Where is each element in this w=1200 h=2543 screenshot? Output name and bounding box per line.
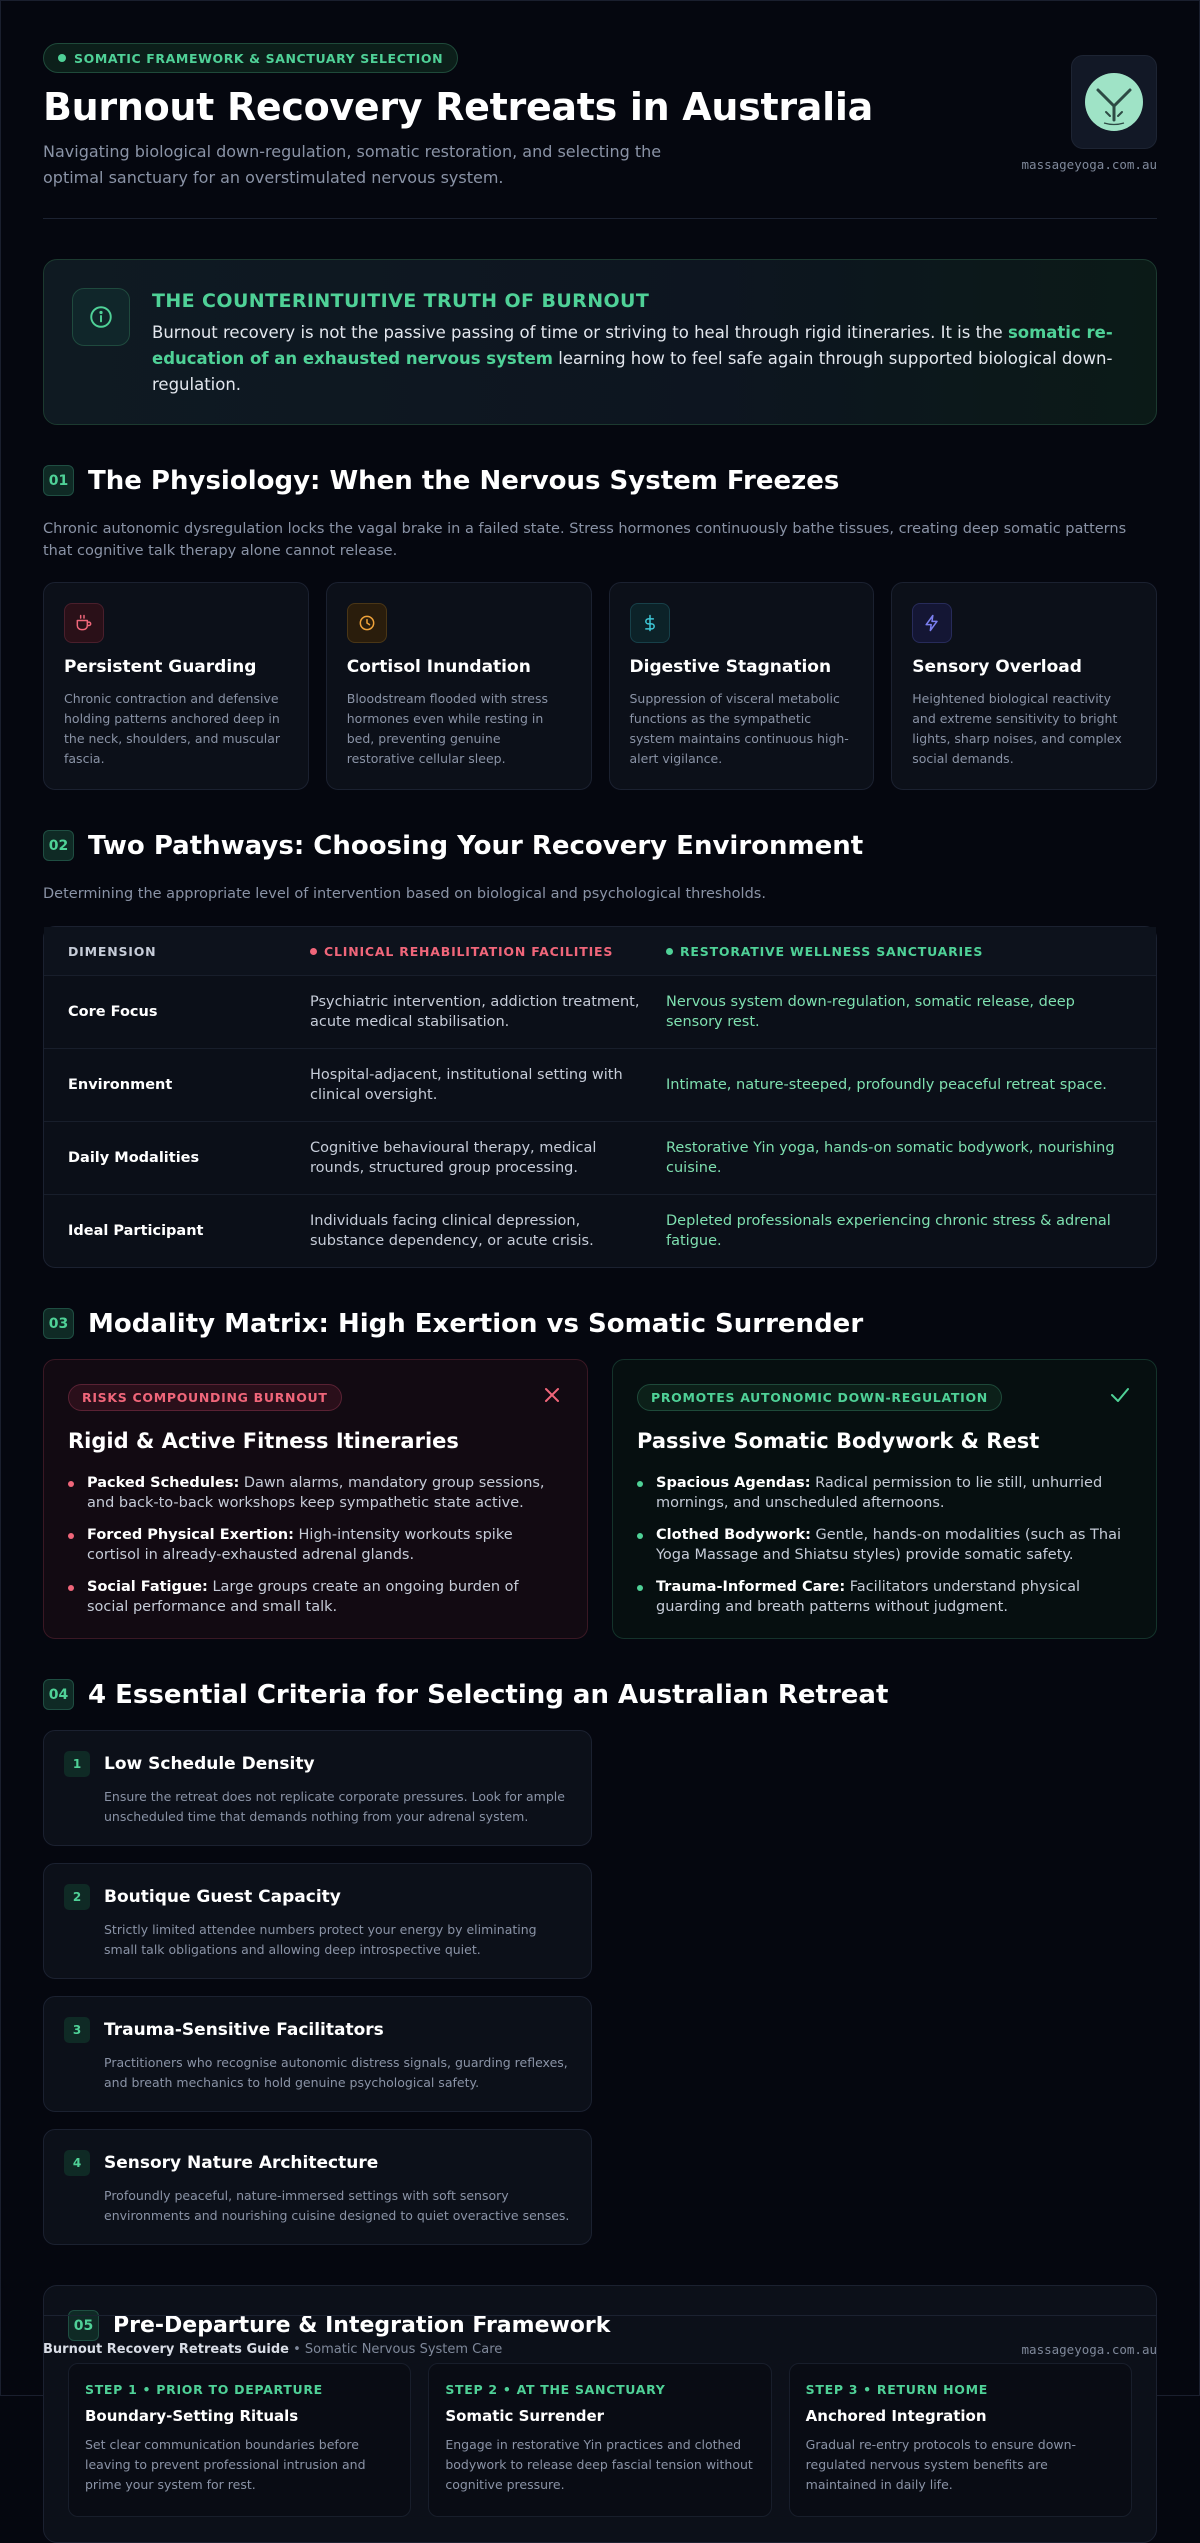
modality-title: Rigid & Active Fitness Itineraries [68, 1429, 459, 1453]
criteria-text: Profoundly peaceful, nature-immersed settings with soft sensory environments and nourishing cuisine designed to quiet overactive senses. [104, 2188, 570, 2223]
framework-badge-label: SOMATIC FRAMEWORK & SANCTUARY SELECTION [74, 50, 444, 66]
promote-badge: PROMOTES AUTONOMIC DOWN-REGULATION [637, 1384, 1002, 1411]
table-row [44, 1121, 1156, 1194]
table-row [44, 1194, 1156, 1267]
section-number: 04 [43, 1679, 74, 1710]
step-title: Somatic Surrender [445, 2407, 605, 2425]
check-icon [1110, 1386, 1130, 1404]
card-title: Persistent Guarding [64, 657, 257, 677]
criteria-heading [64, 1884, 571, 1910]
item-text: Radical permission to lie still, unhurried mornings, and unscheduled afternoons. [656, 1475, 1103, 1511]
page-title: Burnout Recovery Retreats in Australia [43, 85, 873, 129]
row-dimension: Environment [68, 1077, 173, 1093]
truth-text [152, 320, 1128, 398]
truth-body [152, 288, 1128, 424]
row-dimension: Daily Modalities [68, 1150, 200, 1166]
truth-callout [43, 259, 1157, 425]
row-dimension: Ideal Participant [68, 1223, 204, 1239]
badge-dot [58, 54, 66, 62]
item-text: Dawn alarms, mandatory group sessions, and back-to-back workshops keep sympathetic state active. [87, 1475, 545, 1511]
criteria-heading [64, 2150, 571, 2176]
criteria-grid [43, 1730, 1157, 2245]
footer-tagline: • Somatic Nervous System Care [288, 2342, 503, 2357]
item-text: High-intensity workouts spike cortisol in already-exhausted adrenal glands. [87, 1527, 513, 1563]
criteria-number: 4 [64, 2150, 90, 2176]
section-title: Modality Matrix: High Exertion vs Somatic Surrender [88, 1308, 864, 1339]
column-header-label: DIMENSION [68, 943, 157, 959]
section-title: The Physiology: When the Nervous System Freezes [88, 465, 840, 496]
step-label: STEP 3 • RETURN HOME [805, 2382, 988, 2397]
section-heading [43, 1308, 1157, 1339]
card-title: Sensory Overload [912, 657, 1082, 677]
modality-list [68, 1473, 563, 1617]
row-dimension: Core Focus [68, 1004, 158, 1020]
step-title: Anchored Integration [805, 2407, 987, 2425]
item-text: Facilitators understand physical guarding and breath patterns without judgment. [656, 1579, 1081, 1615]
page-header [43, 43, 1157, 219]
criteria-card [43, 2129, 592, 2245]
criteria-heading [64, 2017, 571, 2043]
card-text: Suppression of visceral metabolic functions as the sympathetic system maintains continuous high-alert vigilance. [629, 691, 849, 766]
step-text: Gradual re-entry protocols to ensure down-regulated nervous system benefits are maintained in daily life. [805, 2437, 1077, 2492]
card-title: Digestive Stagnation [629, 657, 832, 677]
step-label: STEP 1 • PRIOR TO DEPARTURE [85, 2382, 323, 2397]
modality-card-risk [43, 1359, 588, 1639]
row-clinical: Hospital-adjacent, institutional setting with clinical oversight. [310, 1067, 623, 1103]
step-text: Set clear communication boundaries before leaving to prevent professional intrusion and prime your system for rest. [85, 2437, 366, 2492]
section-physiology [43, 465, 1157, 790]
row-clinical: Individuals facing clinical depression, substance dependency, or acute crisis. [310, 1213, 594, 1249]
card-text: Heightened biological reactivity and extreme sensitivity to bright lights, sharp noises, and complex social demands. [912, 691, 1122, 766]
section-title: 4 Essential Criteria for Selecting an Australian Retreat [88, 1679, 889, 1710]
truth-heading: THE COUNTERINTUITIVE TRUTH OF BURNOUT [152, 290, 650, 312]
page-subtitle: Navigating biological down-regulation, somatic restoration, and selecting the optimal sanctuary for an overstimulated nervous system. [43, 142, 662, 187]
physiology-card [891, 582, 1157, 790]
table-row [44, 975, 1156, 1048]
section-criteria [43, 1679, 1157, 2245]
list-item [637, 1525, 1132, 1565]
sanctuary-dot [666, 948, 673, 955]
section-number: 03 [43, 1308, 74, 1339]
modality-matrix [43, 1359, 1157, 1639]
framework-step [68, 2363, 411, 2517]
row-clinical: Psychiatric intervention, addiction treatment, acute medical stabilisation. [310, 994, 640, 1030]
section-number: 02 [43, 830, 74, 861]
criteria-card [43, 1996, 592, 2112]
section-title: Pre-Departure & Integration Framework [113, 2313, 611, 2338]
item-bold: Spacious Agendas: [656, 1475, 811, 1491]
physiology-cards [43, 582, 1157, 790]
section-modality [43, 1308, 1157, 1639]
modality-title: Passive Somatic Bodywork & Rest [637, 1429, 1040, 1453]
logo[interactable] [1071, 55, 1157, 149]
list-item [637, 1473, 1132, 1513]
page-footer [43, 2315, 1157, 2357]
table-row [44, 1048, 1156, 1121]
item-text: Large groups create an ongoing burden of social performance and small talk. [87, 1579, 519, 1615]
card-text: Bloodstream flooded with stress hormones even while resting in bed, preventing genuine restorative cellular sleep. [346, 691, 548, 766]
list-item [637, 1577, 1132, 1617]
section-heading [43, 465, 1157, 496]
column-header-clinical [310, 944, 666, 959]
physiology-card [43, 582, 309, 790]
physiology-card [609, 582, 875, 790]
framework-step [428, 2363, 771, 2517]
section-description: Determining the appropriate level of intervention based on biological and psychological thresholds. [43, 886, 766, 902]
section-title: Two Pathways: Choosing Your Recovery Environment [88, 830, 864, 861]
section-heading [43, 1679, 1157, 1710]
criteria-number: 1 [64, 1751, 90, 1777]
criteria-card [43, 1863, 592, 1979]
criteria-heading [64, 1751, 571, 1777]
dollar-icon [630, 603, 670, 643]
footer-brand [43, 2342, 502, 2357]
framework-badge [43, 43, 458, 73]
item-bold: Social Fatigue: [87, 1579, 208, 1595]
criteria-title: Sensory Nature Architecture [104, 2153, 379, 2173]
criteria-title: Trauma-Sensitive Facilitators [104, 2020, 384, 2040]
close-icon [543, 1386, 561, 1404]
row-sanctuary: Intimate, nature-steeped, profoundly peaceful retreat space. [666, 1077, 1107, 1093]
coffee-cup-icon [64, 603, 104, 643]
column-header-label: CLINICAL REHABILITATION FACILITIES [324, 943, 614, 959]
footer-brand-name: Burnout Recovery Retreats Guide [43, 2342, 289, 2357]
section-number: 05 [68, 2310, 99, 2341]
logo-url[interactable]: massageyoga.com.au [1021, 157, 1157, 172]
risk-badge: RISKS COMPOUNDING BURNOUT [68, 1384, 342, 1411]
comparison-table [43, 926, 1157, 1268]
row-clinical: Cognitive behavioural therapy, medical rounds, structured group processing. [310, 1140, 597, 1176]
row-sanctuary: Depleted professionals experiencing chronic stress & adrenal fatigue. [666, 1213, 1111, 1249]
truth-highlight: somatic re-education of an exhausted nervous system [152, 323, 1113, 368]
clock-icon [347, 603, 387, 643]
item-bold: Forced Physical Exertion: [87, 1527, 294, 1543]
framework-steps [68, 2363, 1132, 2517]
section-number: 01 [43, 465, 74, 496]
card-title: Cortisol Inundation [346, 657, 531, 677]
lightning-icon [912, 603, 952, 643]
column-header-dimension [44, 944, 310, 959]
criteria-text: Practitioners who recognise autonomic distress signals, guarding reflexes, and breath mechanics to hold genuine psychological safety. [104, 2055, 568, 2090]
list-item [68, 1473, 563, 1513]
modality-card-promote [612, 1359, 1157, 1639]
item-bold: Packed Schedules: [87, 1475, 240, 1491]
section-description: Chronic autonomic dysregulation locks the vagal brake in a failed state. Stress hormones continuously bathe tissues, creating deep somatic patterns that cognitive talk therapy alone cannot release. [43, 521, 1127, 559]
item-bold: Trauma-Informed Care: [656, 1579, 846, 1595]
yoga-logo-icon [1084, 72, 1144, 132]
item-bold: Clothed Bodywork: [656, 1527, 811, 1543]
list-item [68, 1525, 563, 1565]
footer-url[interactable]: massageyoga.com.au [1021, 2342, 1157, 2357]
step-label: STEP 2 • AT THE SANCTUARY [445, 2382, 666, 2397]
step-text: Engage in restorative Yin practices and clothed bodywork to release deep fascial tension without cognitive pressure. [445, 2437, 753, 2492]
column-header-sanctuary [666, 944, 1156, 959]
clinical-dot [310, 948, 317, 955]
criteria-card [43, 1730, 592, 1846]
modality-list [637, 1473, 1132, 1617]
truth-text-before: Burnout recovery is not the passive passing of time or striving to heal through rigid itineraries. It is the [152, 323, 1008, 342]
criteria-text: Ensure the retreat does not replicate corporate pressures. Look for ample unscheduled time that demands nothing from your adrenal system. [104, 1789, 565, 1824]
list-item [68, 1577, 563, 1617]
criteria-text: Strictly limited attendee numbers protect your energy by eliminating small talk obligations and allowing deep introspective quiet. [104, 1922, 537, 1957]
info-icon [72, 288, 130, 346]
column-header-label: RESTORATIVE WELLNESS SANCTUARIES [680, 943, 984, 959]
step-title: Boundary-Setting Rituals [85, 2407, 299, 2425]
truth-text-after: learning how to feel safe again through supported biological down-regulation. [152, 349, 1113, 394]
framework-step [789, 2363, 1132, 2517]
physiology-card [326, 582, 592, 790]
item-text: Gentle, hands-on modalities (such as Thai Yoga Massage and Shiatsu styles) provide somatic safety. [656, 1527, 1122, 1563]
section-heading [43, 830, 1157, 861]
criteria-title: Boutique Guest Capacity [104, 1887, 341, 1907]
section-pathways [43, 830, 1157, 1268]
criteria-number: 2 [64, 1884, 90, 1910]
criteria-number: 3 [64, 2017, 90, 2043]
card-text: Chronic contraction and defensive holding patterns anchored deep in the neck, shoulders, and muscular fascia. [64, 691, 281, 766]
row-sanctuary: Nervous system down-regulation, somatic release, deep sensory rest. [666, 994, 1075, 1030]
table-header-row [44, 927, 1156, 975]
criteria-title: Low Schedule Density [104, 1754, 315, 1774]
row-sanctuary: Restorative Yin yoga, hands-on somatic bodywork, nourishing cuisine. [666, 1140, 1115, 1176]
